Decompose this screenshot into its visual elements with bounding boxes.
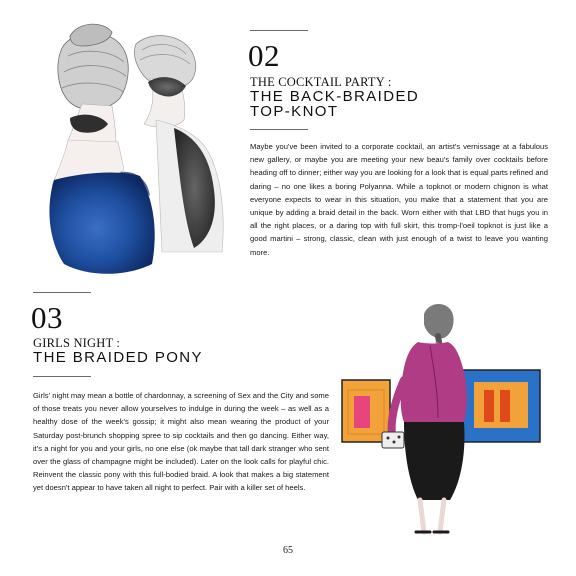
section-02-top-rule: [250, 30, 308, 31]
cocktail-party-illustration: [24, 20, 236, 290]
section-02-title-line1: THE BACK-BRAIDED: [250, 88, 420, 105]
section-02-kicker: THE COCKTAIL PARTY :: [250, 75, 392, 89]
section-02-title-line2: TOP-KNOT: [250, 103, 339, 120]
blue-painting: [460, 370, 540, 442]
section-02-bottom-rule: [250, 129, 308, 130]
section-03-title: THE BRAIDED PONY: [33, 349, 203, 366]
woman-figure: [382, 304, 467, 532]
section-03-number: 03: [31, 300, 63, 335]
section-02-body: Maybe you've been invited to a corporate cocktail, an artist's vernissage at a fabulous new gallery, or maybe you are meeting your new beau's family over cocktails before heading off to dinner; either way you are looking for a look that is equal parts refined and daring – no one likes a boring Polyanna. While a topknot or modern chignon is what everyone expects to wear in this situation, you make that a statement that you are unique by adding a braid detail in the back. Worn either with that LBD that hugs you in all the right places, or a daring top with full skirt, this tromp-l'oeil topknot is just like a good martini – strong, classic, clean with just enough of a twist to leave you wanting more.: [250, 142, 548, 257]
section-02-number: 02: [248, 38, 280, 73]
section-03-top-rule: [33, 292, 91, 293]
gallery-illustration: [338, 300, 546, 536]
section-03-body: Girls' night may mean a bottle of chardonnay, a screening of Sex and the City and some of those treats you never allow yourselves to indulge in during the week – as well as a healthy dose of the week's gossip; it might also mean wearing the product of your Saturday post-brunch shopping spree to sip cocktails and then go dancing. Either way, it's a night for you and your girls, no one else (ok maybe that tall dark stranger who sent over the glass of champagne might be included). Later on the look calls for playful chic. Reinvent the classic pony with this full-bodied braid. A look that makes a big statement yet doesn't appear to have taken all night to perfect. Pair with a killer set of heels.: [33, 391, 329, 493]
page-number: 65: [283, 545, 293, 556]
section-03-bottom-rule: [33, 376, 91, 377]
section-03-kicker: GIRLS NIGHT :: [33, 336, 121, 350]
